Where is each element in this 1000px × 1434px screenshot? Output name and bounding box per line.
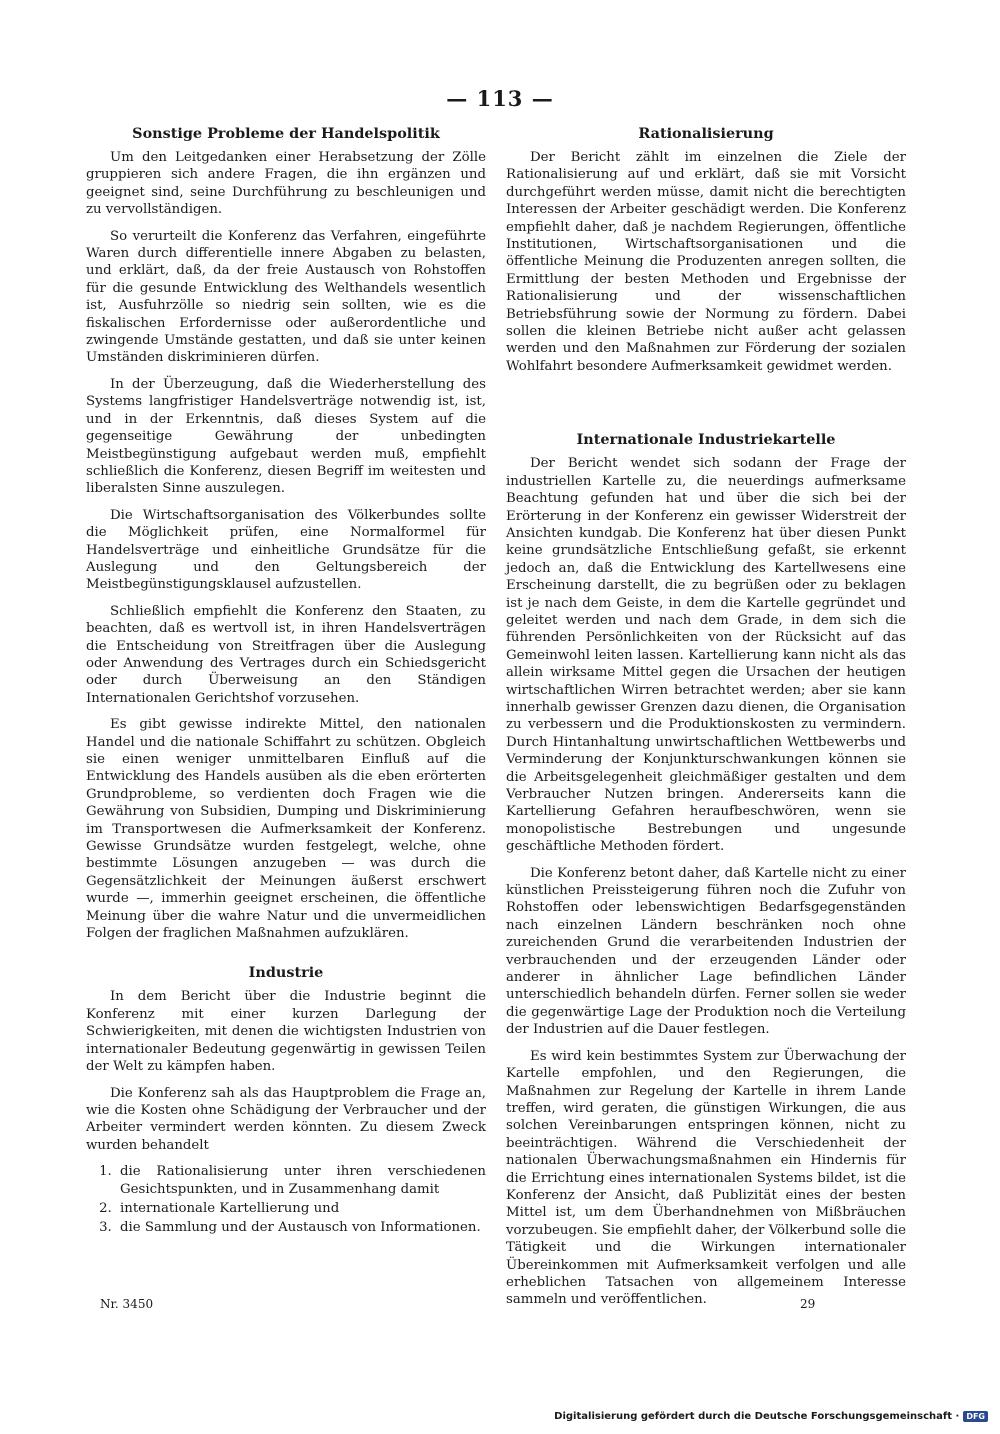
section-heading-kartelle: Internationale Industriekartelle (576, 431, 836, 449)
section-heading-rationalisierung: Rationalisierung (638, 125, 774, 142)
digitization-credit (554, 1411, 988, 1422)
paragraph: Der Bericht zählt im einzelnen die Ziele der Rationalisierung auf und erklärt, daß sie mit Vorsicht durchgeführt werden müsse, damit nicht die berechtigten Interessen der Arbeiter geschädigt werden. Die Konferenz empfiehlt daher, daß je nachdem Regierungen, öffentliche Institutionen, Wirtschaftsorganisationen und die öffentliche Meinung die Produzenten anregen sollten, die Ermittlung der besten Methoden und Ergebnisse der Rationalisierung und der wissenschaftlichen Betriebsführung sowie der Normung zu fördern. Dabei sollen die kleinen Betriebe nicht außer acht gelassen werden und den Maßnahmen zur Förderung der sozialen Wohlfahrt besondere Aufmerksamkeit gewidmet werden. (506, 150, 906, 374)
list-item: 3. die Sammlung und der Austausch von Informationen. (116, 1219, 486, 1236)
list-item: 1. die Rationalisierung unter ihren verschiedenen Gesichtspunkten, und in Zusammenhang damit (116, 1163, 486, 1198)
paragraph: Es gibt gewisse indirekte Mittel, den nationalen Handel und die nationale Schiffahrt zu schützen. Obgleich sie einen weniger unmittelbaren Einfluß auf die Entwicklung des Handels ausüben als die eben erörterten Grundprobleme, so verdienten doch Fragen wie die Gewährung von Subsidien, Dumping und Diskriminierung im Transportwesen die Aufmerksamkeit der Konferenz. Gewisse Grundsätze wurden festgelegt, welche, ohne bestimmte Lösungen anzugeben — was durch die Gegensätzlichkeit der Meinungen äußerst erschwert wurde —, immerhin geeignet erscheinen, die öffentliche Meinung über die wahre Natur und die unvermeidlichen Folgen der fraglichen Maßnahmen aufzuklären. (86, 717, 486, 942)
section-heading-handelspolitik: Sonstige Probleme der Handelspolitik (132, 125, 440, 142)
paragraph: Es wird kein bestimmtes System zur Überwachung der Kartelle empfohlen, und den Regierungen, die Maßnahmen zur Regelung der Kartelle in ihrem Lande treffen, wird geraten, die günstigen Wirkungen, die aus solchen Vereinbarungen entspringen können, nicht zu beeinträchtigen. Während die Verschiedenheit der nationalen Überwachungsmaßnahmen ein Hindernis für die Errichtung eines internationalen Systems bildet, ist die Konferenz der Ansicht, daß Publizität eines der besten Mittel ist, um dem Überhandnehmen von Mißbräuchen vorzubeugen. Sie empfiehlt daher, der Völkerbund solle die Tätigkeit und die Wirkungen internationaler Übereinkommen mit Aufmerksamkeit verfolgen und alle erheblichen Tatsachen von allgemeinem Interesse sammeln und veröffentlichen. (506, 1048, 906, 1308)
paragraph: Schließlich empfiehlt die Konferenz den Staaten, zu beachten, daß es wertvoll ist, in ihren Handelsverträgen die Entscheidung von Streitfragen über die Auslegung oder Anwendung des Vertrages durch ein Schiedsgericht oder durch Überweisung an den Ständigen Internationalen Gerichtshof vorzusehen. (86, 603, 486, 706)
page-number: — 113 — (446, 86, 554, 111)
credit-text: Digitalisierung gefördert durch die Deutsche Forschungsgemeinschaft · (554, 1411, 960, 1422)
dfg-logo: DFG (963, 1411, 988, 1422)
paragraph: Der Bericht wendet sich sodann der Frage der industriellen Kartelle zu, die neuerdings aufmerksame Beachtung gefunden hat und über die sich bei der Erörterung in der Konferenz ein gewisser Widerstreit der Ansichten kundgab. Die Konferenz hat über diesen Punkt keine grundsätzliche Entschließung gefaßt, sie erkennt jedoch an, daß die Entwicklung des Kartellwesens eine Erscheinung darstellt, die zu begrüßen oder zu beklagen ist je nach dem Geiste, in dem die Kartelle gegründet und geleitet werden und nach dem Grade, in dem sich die führenden Persönlichkeiten von der Rücksicht auf das Gemeinwohl leiten lassen. Kartellierung kann nicht als das allein wirksame Mittel gegen die Ursachen der heutigen wirtschaftlichen Wirren betrachtet werden; aber sie kann innerhalb gewisser Grenzen dazu dienen, die Organisation zu verbessern und die Produktionskosten zu vermindern. Durch Hintanhaltung unwirtschaftlichen Wettbewerbs und Verminderung der Konjunkturschwankungen können sie die Arbeitsgelegenheit gleichmäßiger gestalten und dem Verbraucher Nutzen bringen. Andererseits kann die Kartellierung Gefahren heraufbeschwören, wenn sie monopolistische Bestrebungen und ungesunde geschäftliche Methoden fördert. (506, 456, 906, 855)
paragraph: Die Konferenz sah als das Hauptproblem die Frage an, wie die Kosten ohne Schädigung der Verbraucher und der Arbeiter vermindert werden könnten. Zu diesem Zweck wurden behandelt (86, 1085, 486, 1153)
list-item: 2. internationale Kartellierung und (116, 1200, 486, 1217)
topics-list (86, 1163, 486, 1237)
paragraph: In der Überzeugung, daß die Wiederherstellung des Systems langfristiger Handelsverträge notwendig ist, ist, und in der Erkenntnis, daß dieses System auf die gegenseitige Gewährung der unbedingten Meistbegünstigung aufgebaut werden muß, empfiehlt schließlich die Konferenz, diesen Begriff im weitesten und liberalsten Sinne auszulegen. (86, 376, 486, 497)
signature-mark: 29 (800, 1297, 816, 1311)
paragraph: Die Wirtschaftsorganisation des Völkerbundes sollte die Möglichkeit prüfen, eine Normalformel für Handelsverträge und einheitliche Grundsätze für die Auslegung und den Geltungsbereich der Meistbegünstigungsklausel aufzustellen. (86, 507, 486, 593)
paragraph: Die Konferenz betont daher, daß Kartelle nicht zu einer künstlichen Preissteigerung führen noch die Zufuhr von Rohstoffen oder lebenswichtigen Bedarfsgegenständen nach einzelnen Ländern beschränken noch ohne zureichenden Grund die verarbeitenden Industrien der verbrauchenden und der erzeugenden Länder oder anderer in ähnlicher Lage befindlichen Länder unterschiedlich behandeln dürfen. Ferner sollen sie weder die gegenwärtige Lage der Produktion noch die Verteilung der Industrien auf die Dauer festlegen. (506, 865, 906, 1038)
right-column (506, 118, 906, 1318)
paragraph: Um den Leitgedanken einer Herabsetzung der Zölle gruppieren sich andere Fragen, die ihn ergänzen und geeignet sind, seine Durchführung zu beschleunigen und zu vervollständigen. (86, 150, 486, 218)
paragraph: So verurteilt die Konferenz das Verfahren, eingeführte Waren durch differentielle innere Abgaben zu belasten, und erklärt, daß, da der freie Austausch von Rohstoffen für die gesunde Entwicklung des Welthandels wesentlich ist, Ausfuhrzölle so niedrig sein sollten, wie es die fiskalischen Erfordernisse oder außerordentliche und zwingende Umstände gestatten, und daß sie unter keinen Umständen diskriminieren dürfen. (86, 228, 486, 366)
paragraph: In dem Bericht über die Industrie beginnt die Konferenz mit einer kurzen Darlegung der Schwierigkeiten, mit denen die wichtigsten Industrien von internationaler Bedeutung gegenwärtig in gewissen Teilen der Welt zu kämpfen haben. (86, 989, 486, 1075)
section-heading-industrie: Industrie (248, 964, 324, 982)
left-column (86, 118, 486, 1239)
document-number: Nr. 3450 (100, 1297, 154, 1311)
